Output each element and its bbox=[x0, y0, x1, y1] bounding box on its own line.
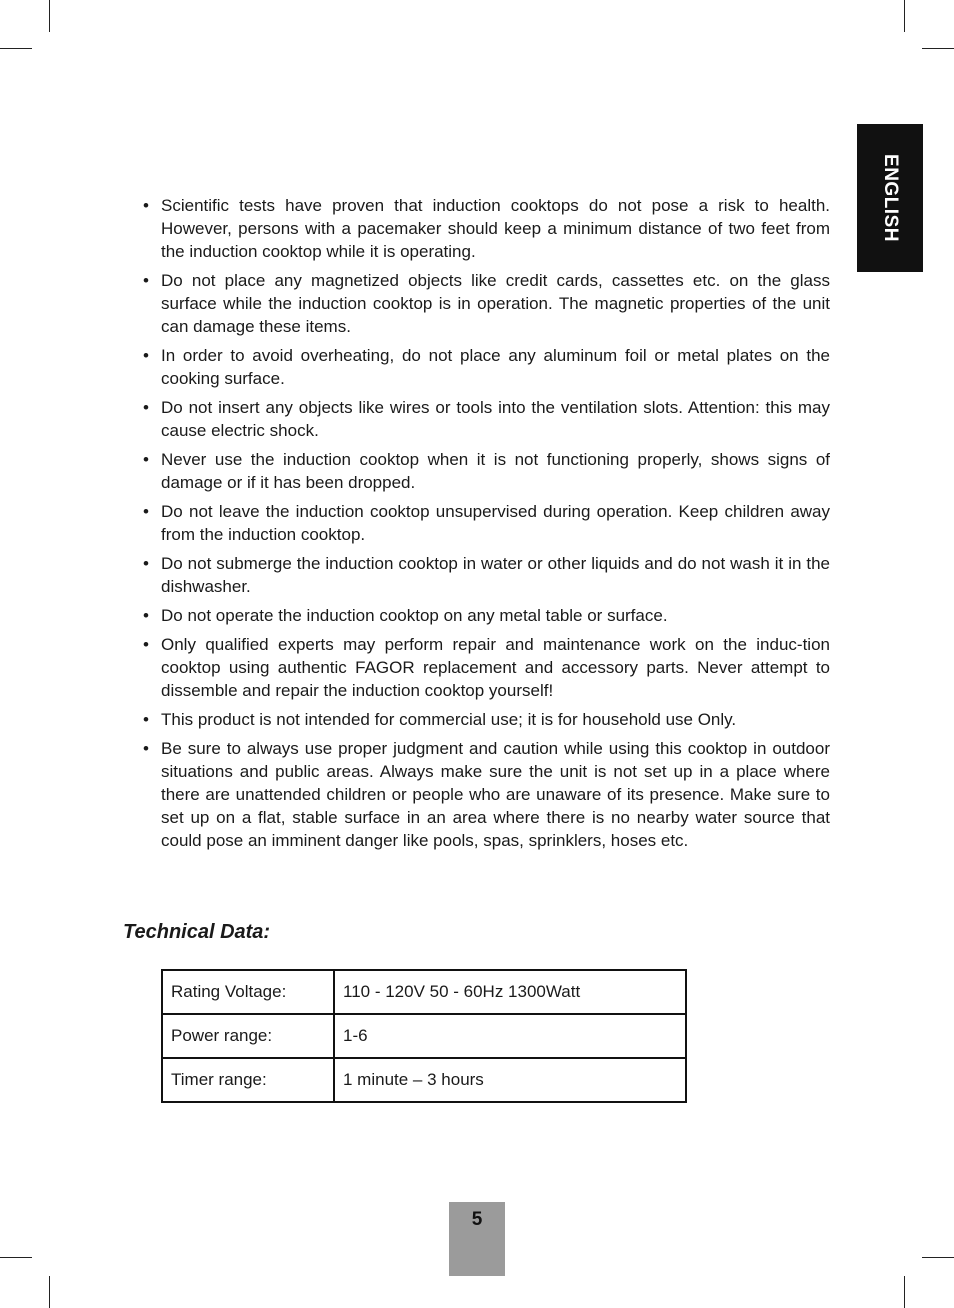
bullet-icon: • bbox=[143, 450, 149, 469]
list-item bbox=[143, 737, 830, 852]
table-row bbox=[162, 1014, 686, 1058]
bullet-icon: • bbox=[143, 398, 149, 417]
crop-mark bbox=[0, 48, 32, 49]
list-item bbox=[143, 500, 830, 546]
list-item-text: This product is not intended for commercial use; it is for household use Only. bbox=[161, 710, 737, 729]
list-item bbox=[143, 448, 830, 494]
list-item bbox=[143, 708, 830, 731]
crop-mark bbox=[49, 1276, 50, 1308]
list-item-text: Do not submerge the induction cooktop in water or other liquids and do not wash it in the dishwasher. bbox=[161, 554, 830, 596]
table-cell-label: Power range: bbox=[162, 1014, 334, 1058]
crop-mark bbox=[922, 1257, 954, 1258]
table-row bbox=[162, 1058, 686, 1102]
table-row bbox=[162, 970, 686, 1014]
list-item-text: Do not operate the induction cooktop on any metal table or surface. bbox=[161, 606, 668, 625]
technical-data-heading: Technical Data: bbox=[123, 921, 271, 943]
list-item-text: Scientific tests have proven that induction cooktops do not pose a risk to health. However, persons with a pacemaker should keep a minimum distance of two feet from the induction cooktop while it is operating. bbox=[161, 196, 830, 261]
language-tab-label: ENGLISH bbox=[880, 154, 901, 242]
bullet-icon: • bbox=[143, 635, 149, 654]
crop-mark bbox=[904, 0, 905, 32]
bullet-icon: • bbox=[143, 271, 149, 290]
bullet-icon: • bbox=[143, 502, 149, 521]
bullet-icon: • bbox=[143, 739, 149, 758]
bullet-icon: • bbox=[143, 346, 149, 365]
list-item bbox=[143, 633, 830, 702]
list-item-text: Do not insert any objects like wires or tools into the ventilation slots. Attention: this may cause electric shock. bbox=[161, 398, 830, 440]
table-cell-value: 1-6 bbox=[334, 1014, 686, 1058]
table-cell-label: Rating Voltage: bbox=[162, 970, 334, 1014]
list-item-text: Do not place any magnetized objects like credit cards, cassettes etc. on the glass surface while the induction cooktop is in operation. The magnetic properties of the unit can damage these items. bbox=[161, 271, 830, 336]
list-item-text: Be sure to always use proper judgment and caution while using this cooktop in outdoor situations and public areas. Always make sure the unit is not set up in a place where there are unattended children or people who are unaware of its presence. Make sure to set up on a flat, stable surface in an area where there is no nearby water source that could pose an imminent danger like pools, spas, sprinklers, hoses etc. bbox=[161, 739, 830, 850]
bullet-icon: • bbox=[143, 554, 149, 573]
table-cell-label: Timer range: bbox=[162, 1058, 334, 1102]
list-item-text: In order to avoid overheating, do not place any aluminum foil or metal plates on the cooking surface. bbox=[161, 346, 830, 388]
bullet-icon: • bbox=[143, 196, 149, 215]
list-item bbox=[143, 604, 830, 627]
crop-mark bbox=[0, 1257, 32, 1258]
crop-mark bbox=[922, 48, 954, 49]
bullet-icon: • bbox=[143, 606, 149, 625]
list-item bbox=[143, 194, 830, 263]
list-item bbox=[143, 552, 830, 598]
list-item bbox=[143, 344, 830, 390]
list-item-text: Only qualified experts may perform repair and maintenance work on the induc-tion cooktop using authentic FAGOR replacement and accessory parts. Never attempt to dissemble and repair the induction cooktop yourself! bbox=[161, 635, 830, 700]
bullet-icon: • bbox=[143, 710, 149, 729]
list-item-text: Never use the induction cooktop when it is not functioning properly, shows signs of damage or if it has been dropped. bbox=[161, 450, 830, 492]
list-item-text: Do not leave the induction cooktop unsupervised during operation. Keep children away from the induction cooktop. bbox=[161, 502, 830, 544]
list-item bbox=[143, 269, 830, 338]
table-cell-value: 1 minute – 3 hours bbox=[334, 1058, 686, 1102]
language-tab bbox=[857, 124, 923, 272]
table-cell-value: 110 - 120V 50 - 60Hz 1300Watt bbox=[334, 970, 686, 1014]
technical-data-table bbox=[161, 969, 687, 1103]
crop-mark bbox=[49, 0, 50, 32]
page-number: 5 bbox=[449, 1202, 505, 1276]
crop-mark bbox=[904, 1276, 905, 1308]
list-item bbox=[143, 396, 830, 442]
safety-list bbox=[143, 194, 830, 858]
